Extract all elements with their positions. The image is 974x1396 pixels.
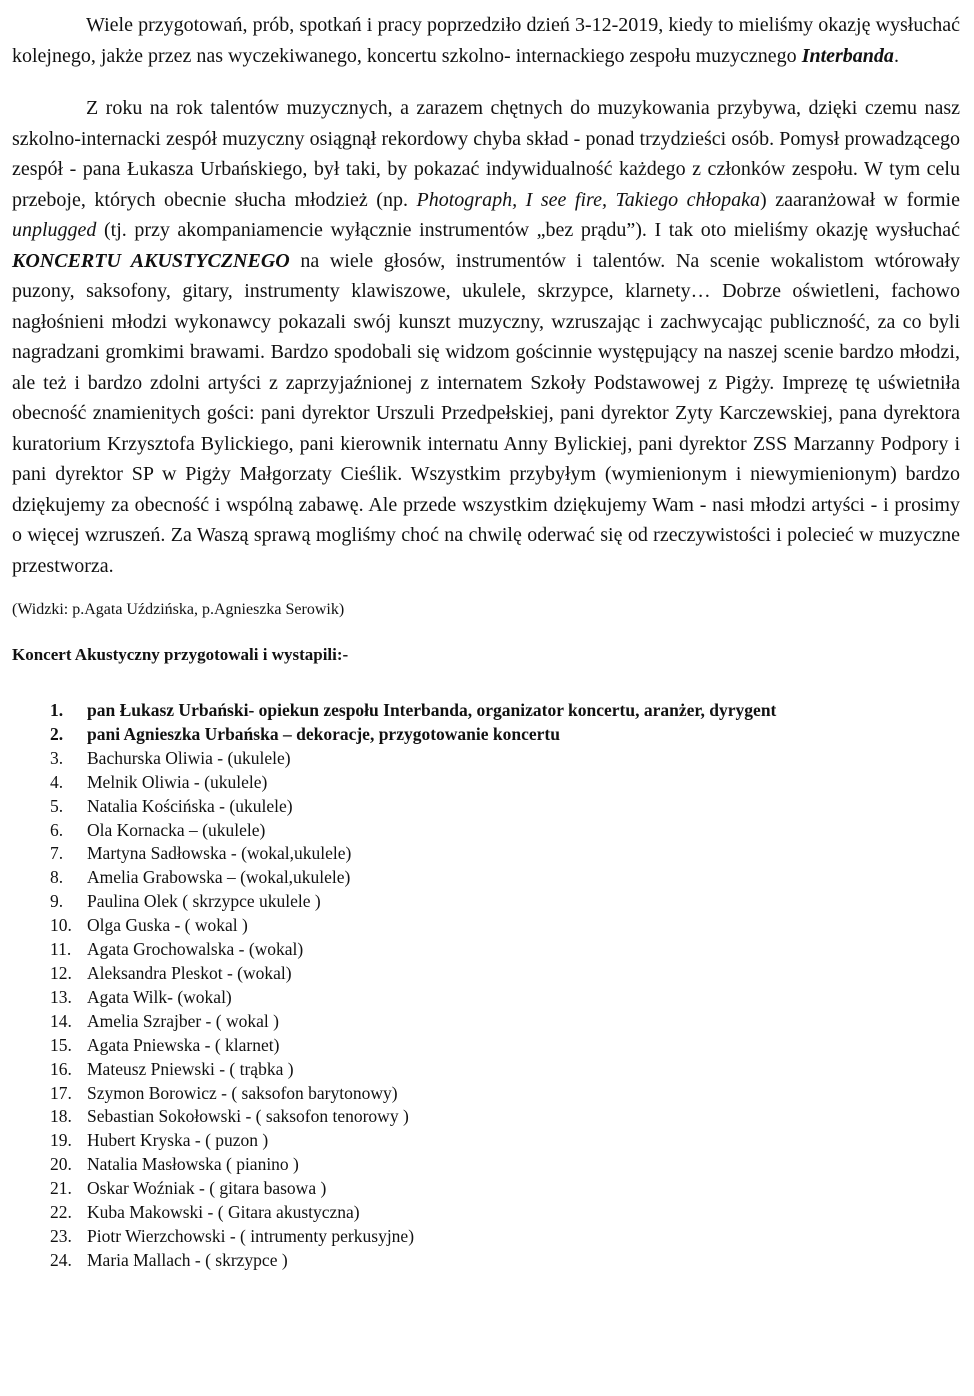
list-item xyxy=(12,914,960,938)
list-item-text: Mateusz Pniewski - ( trąbka ) xyxy=(87,1058,294,1079)
list-item-text: Kuba Makowski - ( Gitara akustyczna) xyxy=(87,1202,360,1223)
list-item xyxy=(12,771,960,795)
emphasis-bold-italic: KONCERTU AKUSTYCZNEGO xyxy=(12,249,290,272)
list-item-number: 7. xyxy=(50,843,64,864)
paragraph-concert-description xyxy=(12,93,960,581)
list-item-number: 13. xyxy=(50,986,72,1007)
text-run: Z roku na rok talentów muzycznych, a zarazem chętnych do muzykowania przybywa, dzięki czemu nasz szkolno-internacki zespół muzyczny osiągnął rekordowy chyba skład - ponad trzydzieści osób. Pomysł prowadzącego zespół - pana Łukasza Urbańskiego, był taki, by pokazać indywidualność każdego z członków zespołu. W tym celu przeboje, których obecnie słucha młodzież (np. xyxy=(12,97,960,211)
list-item xyxy=(12,938,960,962)
list-item-number: 6. xyxy=(50,819,64,840)
list-item-number: 23. xyxy=(50,1225,72,1246)
list-item-number: 4. xyxy=(50,771,64,792)
list-item-number: 18. xyxy=(50,1106,72,1127)
list-item xyxy=(12,795,960,819)
credits-line: (Widzki: p.Agata Uździńska, p.Agnieszka Serowik) xyxy=(12,601,345,618)
list-item xyxy=(12,842,960,866)
list-item-number: 3. xyxy=(50,747,64,768)
list-item xyxy=(12,1082,960,1106)
list-item-number: 17. xyxy=(50,1082,72,1103)
list-item xyxy=(12,1105,960,1129)
text-run: na wiele głosów, instrumentów i talentów. Na scenie wokalistom wtórowały puzony, saksofony, gitary, instrumenty klawiszowe, ukulele, skrzypce, klarnety… Dobrze oświetleni, fachowo nagłośnieni młodzi wykonawcy pokazali swój kunszt muzyczny, wzruszając i zachwycając publiczność, za co byli nagradzani gromkimi brawami. Bardzo spodobali się widzom gościnnie występujący na naszej scenie bardzo młodzi, ale też i bardzo zdolni artyści z zaprzyjaźnionej z internatem Szkoły Podstawowej z Pigży. Imprezę tę uświetniła obecność znamienitych gości: pani dyrektor Urszuli Przedpełskiej, pani dyrektor Zyty Karczewskiej, pana dyrektora kuratorium Krzysztofa Bylickiego, pani kierownik internatu Anny Bylickiej, pani dyrektor ZSS Marzanny Podpory i pani dyrektor SP w Pigży Małgorzaty Cieślik. Wszystkim przybyłym (wymienionym i niewymienionym) bardzo dziękujemy za obecność i wspólną zabawę. Ale przede wszystkim dziękujemy Wam - nasi młodzi artyści - i prosimy o więcej wzruszeń. Za Waszą sprawą mogliśmy choć na chwilę oderwać się od rzeczywistości i polecieć w muzyczne przestworza. xyxy=(12,249,960,577)
paragraph-intro xyxy=(12,10,960,71)
text-run: . xyxy=(893,44,899,67)
list-item-text: Aleksandra Pleskot - (wokal) xyxy=(87,962,292,983)
list-item xyxy=(12,747,960,771)
emphasis-italic: Photograph, I see fire, Takiego chłopaka xyxy=(416,188,760,211)
list-item-text: Amelia Szrajber - ( wokal ) xyxy=(87,1010,279,1031)
list-item xyxy=(12,890,960,914)
list-item-number: 15. xyxy=(50,1034,72,1055)
list-item xyxy=(12,1034,960,1058)
list-item-number: 19. xyxy=(50,1130,72,1151)
list-item-number: 2. xyxy=(50,723,64,744)
list-item-text: pani Agnieszka Urbańska – dekoracje, przygotowanie koncertu xyxy=(87,723,560,744)
list-item-number: 24. xyxy=(50,1249,72,1270)
list-item-text: Maria Mallach - ( skrzypce ) xyxy=(87,1249,288,1270)
list-item xyxy=(12,1153,960,1177)
list-item-text: Paulina Olek ( skrzypce ukulele ) xyxy=(87,891,321,912)
list-item-text: Natalia Masłowska ( pianino ) xyxy=(87,1154,299,1175)
emphasis-bold-italic: Interbanda xyxy=(801,44,894,67)
list-item-text: Sebastian Sokołowski - ( saksofon tenorowy ) xyxy=(87,1106,409,1127)
list-item-number: 12. xyxy=(50,962,72,983)
list-item-text: Szymon Borowicz - ( saksofon barytonowy) xyxy=(87,1082,398,1103)
list-item-number: 11. xyxy=(50,939,72,960)
list-item-text: Agata Pniewska - ( klarnet) xyxy=(87,1034,280,1055)
list-item xyxy=(12,1010,960,1034)
list-item-text: Agata Grochowalska - (wokal) xyxy=(87,939,304,960)
list-item xyxy=(12,866,960,890)
list-item-text: Natalia Kościńska - (ukulele) xyxy=(87,795,293,816)
list-item-number: 22. xyxy=(50,1202,72,1223)
list-item-text: pan Łukasz Urbański- opiekun zespołu Interbanda, organizator koncertu, aranżer, dyrygent xyxy=(87,700,777,720)
list-item xyxy=(12,723,960,747)
text-run: ) zaaranżował w formie xyxy=(759,188,960,211)
list-item-text: Oskar Woźniak - ( gitara basowa ) xyxy=(87,1178,327,1199)
list-item-number: 5. xyxy=(50,795,64,816)
list-item-number: 14. xyxy=(50,1010,72,1031)
article-body xyxy=(12,10,960,581)
text-run: Wiele przygotowań, prób, spotkań i pracy poprzedziło dzień 3-12-2019, kiedy to mieliśmy okazję wysłuchać kolejnego, jakże przez nas wyczekiwanego, koncertu szkolno- internackiego zespołu muzycznego xyxy=(12,14,960,67)
list-item xyxy=(12,1129,960,1153)
list-item-number: 21. xyxy=(50,1178,72,1199)
list-item-text: Agata Wilk- (wokal) xyxy=(87,986,232,1007)
list-item-text: Bachurska Oliwia - (ukulele) xyxy=(87,747,291,768)
list-item-number: 1. xyxy=(50,700,64,720)
list-item-text: Ola Kornacka – (ukulele) xyxy=(87,819,266,840)
list-item xyxy=(12,986,960,1010)
list-item xyxy=(12,1058,960,1082)
performers-list xyxy=(12,699,960,1273)
list-item xyxy=(12,1201,960,1225)
list-item xyxy=(12,699,960,723)
list-item xyxy=(12,1249,960,1273)
list-item-text: Amelia Grabowska – (wokal,ukulele) xyxy=(87,867,351,888)
list-item-number: 9. xyxy=(50,891,64,912)
performers-list-title: Koncert Akustyczny przygotowali i wystapili:- xyxy=(12,645,349,664)
text-run: (tj. przy akompaniamencie wyłącznie instrumentów „bez prądu”). I tak oto mieliśmy okazję wysłuchać xyxy=(96,219,960,241)
list-item-text: Martyna Sadłowska - (wokal,ukulele) xyxy=(87,843,352,864)
list-item-number: 10. xyxy=(50,915,72,936)
list-item xyxy=(12,1225,960,1249)
list-item xyxy=(12,962,960,986)
list-item-text: Hubert Kryska - ( puzon ) xyxy=(87,1130,269,1151)
list-item-text: Olga Guska - ( wokal ) xyxy=(87,915,248,936)
list-item-text: Melnik Oliwia - (ukulele) xyxy=(87,771,268,792)
list-item xyxy=(12,1177,960,1201)
list-item-number: 16. xyxy=(50,1058,72,1079)
list-item xyxy=(12,819,960,843)
list-item-number: 8. xyxy=(50,867,64,888)
list-item-number: 20. xyxy=(50,1154,72,1175)
list-item-text: Piotr Wierzchowski - ( intrumenty perkusyjne) xyxy=(87,1225,415,1246)
emphasis-italic: unplugged xyxy=(12,219,97,241)
